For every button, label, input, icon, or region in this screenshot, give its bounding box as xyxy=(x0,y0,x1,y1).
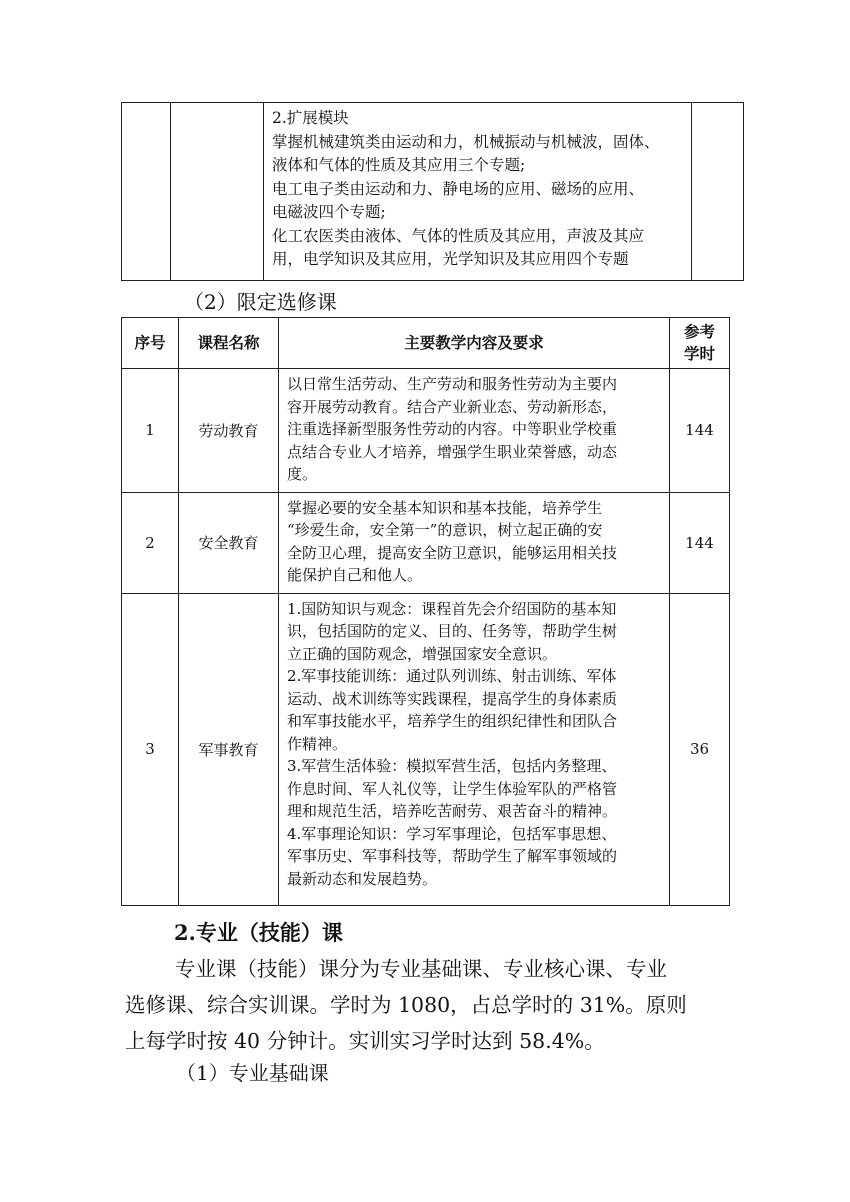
content-line: 1.国防知识与观念：课程首先会介绍国防的基本知 xyxy=(287,599,617,618)
row-content xyxy=(279,593,670,905)
content-line: 电工电子类由运动和力、静电场的应用、磁场的应用、 xyxy=(272,179,645,198)
header-no: 序号 xyxy=(122,318,179,369)
content-line: 和军事技能水平，培养学生的组织纪律性和团队合 xyxy=(287,712,618,730)
paragraph-line: 专业课（技能）课分为专业基础课、专业核心课、专业 xyxy=(175,957,667,981)
content-line: 最新动态和发展趋势。 xyxy=(287,869,438,888)
header-content: 主要教学内容及要求 xyxy=(279,318,670,369)
section-paragraph xyxy=(125,951,725,1059)
content-line: 容开展劳动教育。结合产业新业态、劳动新形态， xyxy=(287,397,618,416)
content-line: 2.军事技能训练：通过队列训练、射击训练、军体 xyxy=(287,667,617,685)
content-line: 立正确的国防观念，增强国家安全意识。 xyxy=(287,644,558,663)
content-line: 全防卫心理，提高安全防卫意识，能够运用相关技 xyxy=(287,543,618,562)
row-no: 3 xyxy=(122,593,179,905)
table-row xyxy=(122,369,730,493)
content-line: 运动、战术训练等实践课程，提高学生的身体素质 xyxy=(287,689,618,708)
paragraph-line: 选修课、综合实训课。学时为 1080，占总学时的 31%。原则 xyxy=(125,993,687,1017)
content-line: 理和规范生活，培养吃苦耐劳、艰苦奋斗的精神。 xyxy=(287,802,618,820)
empty-cell xyxy=(122,103,171,281)
row-hours: 36 xyxy=(670,593,730,905)
row-no: 1 xyxy=(122,369,179,493)
row-content xyxy=(279,369,670,493)
header-hours-line1: 参考 xyxy=(683,322,715,341)
content-line: 3.军营生活体验：模拟军营生活，包括内务整理、 xyxy=(287,757,617,775)
table-header-row xyxy=(122,318,730,369)
header-hours-line2: 学时 xyxy=(683,344,715,363)
paragraph-line: 上每学时按 40 分钟计。实训实习学时达到 58.4%。 xyxy=(125,1029,605,1053)
content-line: 作息时间、军人礼仪等，让学生体验军队的严格管 xyxy=(287,779,618,798)
row-course-name: 军事教育 xyxy=(179,593,279,905)
content-line: 2.扩展模块 xyxy=(272,109,349,127)
content-line: 注重选择新型服务性劳动的内容。中等职业学校重 xyxy=(287,420,618,438)
table-row xyxy=(122,593,730,905)
section-title-professional-courses: 2.专业（技能）课 xyxy=(174,920,343,945)
extension-module-content xyxy=(264,103,692,281)
limited-electives-table xyxy=(121,317,730,906)
subsection-heading-foundation: （1）专业基础课 xyxy=(176,1061,329,1085)
header-course-name: 课程名称 xyxy=(179,318,279,369)
table-row xyxy=(122,492,730,593)
row-course-name: 安全教育 xyxy=(179,492,279,593)
content-line: 能保护自己和他人。 xyxy=(287,566,423,584)
content-line: “珍爱生命，安全第一”的意识，树立起正确的安 xyxy=(287,521,603,539)
content-line: 化工农医类由液体、气体的性质及其应用，声波及其应 xyxy=(272,226,645,245)
row-hours: 144 xyxy=(670,369,730,493)
content-line: 电磁波四个专题; xyxy=(272,203,386,221)
content-line: 用，电学知识及其应用，光学知识及其应用四个专题 xyxy=(272,250,629,268)
content-line: 识，包括国防的定义、目的、任务等，帮助学生树 xyxy=(287,622,618,640)
continued-course-table xyxy=(121,102,744,281)
row-course-name: 劳动教育 xyxy=(179,369,279,493)
content-line: 军事历史、军事科技等，帮助学生了解军事领域的 xyxy=(287,847,618,865)
content-line: 掌握必要的安全基本知识和基本技能，培养学生 xyxy=(287,498,603,517)
empty-cell xyxy=(692,103,744,281)
row-content xyxy=(279,492,670,593)
content-line: 4.军事理论知识：学习军事理论，包括军事思想、 xyxy=(287,824,617,843)
section-heading-limited-electives: （2）限定选修课 xyxy=(184,290,337,314)
content-line: 掌握机械建筑类由运动和力，机械振动与机械波，固体、 xyxy=(272,132,660,151)
content-line: 度。 xyxy=(287,465,318,483)
row-no: 2 xyxy=(122,492,179,593)
content-line: 以日常生活劳动、生产劳动和服务性劳动为主要内 xyxy=(287,375,618,393)
content-line: 液体和气体的性质及其应用三个专题; xyxy=(272,156,526,174)
empty-cell xyxy=(171,103,264,281)
header-hours xyxy=(670,318,730,369)
content-line: 点结合专业人才培养，增强学生职业荣誉感，动态 xyxy=(287,442,618,461)
content-line: 作精神。 xyxy=(287,734,348,753)
row-hours: 144 xyxy=(670,492,730,593)
